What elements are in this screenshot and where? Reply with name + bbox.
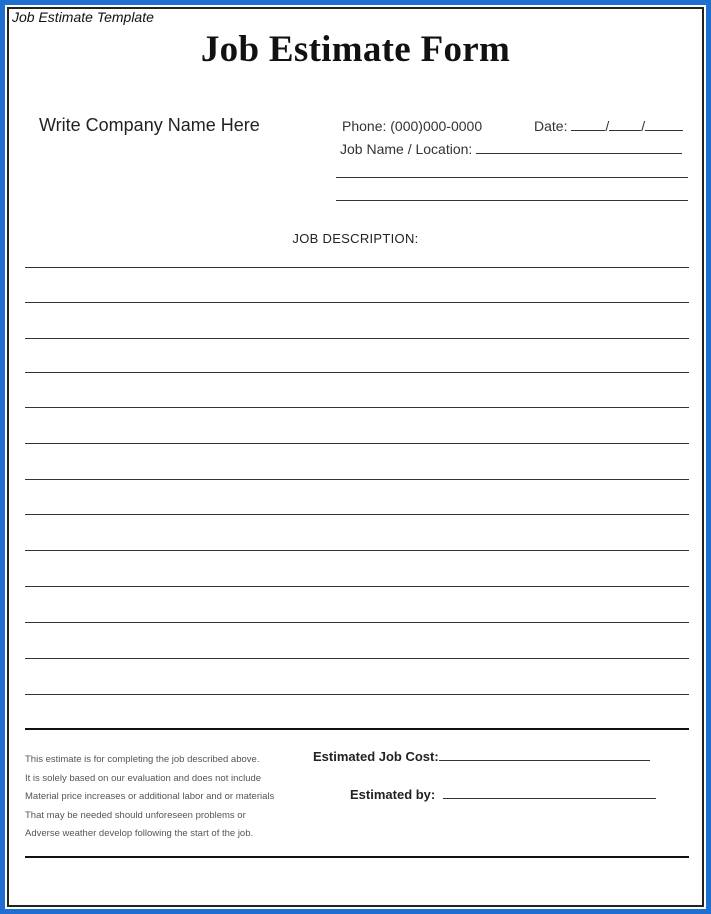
description-line[interactable] xyxy=(25,338,689,339)
estimated-by-label: Estimated by: xyxy=(350,787,439,802)
description-line[interactable] xyxy=(25,407,689,408)
job-location-blank[interactable] xyxy=(476,141,682,154)
description-line[interactable] xyxy=(25,372,689,373)
bottom-divider xyxy=(25,856,689,858)
disclaimer-line: It is solely based on our evaluation and does not include xyxy=(25,772,262,784)
description-line[interactable] xyxy=(25,514,689,515)
job-location-label: Job Name / Location: xyxy=(340,141,473,157)
date-field xyxy=(534,118,683,134)
template-label: Job Estimate Template xyxy=(12,9,154,25)
description-line[interactable] xyxy=(25,479,689,480)
disclaimer-line: Adverse weather develop following the start of the job. xyxy=(25,828,254,839)
section-divider xyxy=(25,728,689,730)
description-line[interactable] xyxy=(25,586,689,587)
estimated-cost-label: Estimated Job Cost: xyxy=(313,749,439,764)
description-line[interactable] xyxy=(25,658,689,659)
job-location-field xyxy=(340,141,682,157)
disclaimer-line: Material price increases or additional labor and or materials xyxy=(25,791,275,802)
estimated-cost-blank[interactable] xyxy=(439,749,650,761)
date-month-blank[interactable] xyxy=(571,118,605,131)
estimated-by-blank[interactable] xyxy=(443,787,656,799)
estimated-by-field xyxy=(350,787,656,802)
phone-field: Phone: (000)000-0000 xyxy=(342,118,483,134)
company-name-placeholder: Write Company Name Here xyxy=(39,115,260,135)
description-line[interactable] xyxy=(25,302,689,303)
date-separator: / xyxy=(641,118,646,134)
disclaimer-text xyxy=(25,751,274,844)
form-title: Job Estimate Form xyxy=(200,29,511,70)
date-separator: / xyxy=(605,118,610,134)
description-line[interactable] xyxy=(25,622,689,623)
description-line[interactable] xyxy=(25,550,689,551)
date-label: Date: xyxy=(534,118,568,134)
job-location-extra-line[interactable] xyxy=(336,177,688,178)
date-day-blank[interactable] xyxy=(609,118,641,131)
job-location-extra-line[interactable] xyxy=(336,200,688,201)
description-line[interactable] xyxy=(25,694,689,695)
disclaimer-line: This estimate is for completing the job described above. xyxy=(25,754,260,765)
job-description-heading: JOB DESCRIPTION: xyxy=(292,231,419,246)
date-year-blank[interactable] xyxy=(645,118,683,131)
description-line[interactable] xyxy=(25,443,689,444)
estimated-cost-field xyxy=(313,749,650,764)
disclaimer-line: That may be needed should unforeseen problems or xyxy=(25,809,246,821)
description-line[interactable] xyxy=(25,267,689,268)
